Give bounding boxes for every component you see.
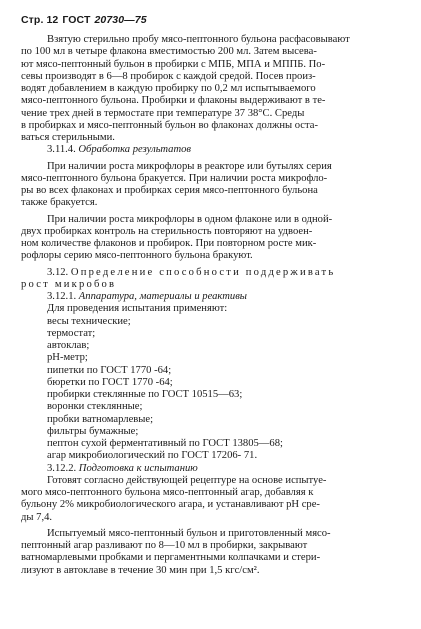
text-line: пептонный агар разливают по 8—10 мл в пробирки, закрывают bbox=[21, 540, 308, 551]
gost-label: ГОСТ bbox=[62, 14, 91, 26]
list-item: агар микробиологический по ГОСТ 17206- 71. bbox=[47, 450, 258, 462]
list-item: фильтры бумажные; bbox=[47, 425, 139, 437]
section-title: Подготовка к испытанию bbox=[78, 462, 198, 474]
list-item: пипетки по ГОСТ 1770 -64; bbox=[47, 364, 172, 376]
list-item: пробирки стеклянные по ГОСТ 10515—63; bbox=[47, 389, 243, 400]
text-line: в пробирках и мясо-пептонный бульон во флаконах должны оста- bbox=[21, 119, 319, 131]
list-item: пептон сухой ферментативный по ГОСТ 13805—68; bbox=[47, 438, 283, 449]
list-item: бюретки по ГОСТ 1770 -64; bbox=[47, 376, 173, 388]
text-line: также бракуется. bbox=[21, 197, 98, 209]
section-title: Определение способности поддерживать bbox=[70, 266, 336, 278]
text-line: бульону 2% микробиологического агара, и устанавливают рН сре- bbox=[21, 499, 320, 511]
paragraph-preparation bbox=[21, 475, 402, 524]
section-heading-3121 bbox=[21, 291, 402, 303]
text-line: При наличии роста микрофлоры в одном флаконе или в одной- bbox=[47, 213, 333, 225]
page-header bbox=[21, 14, 402, 26]
text-line: ры во всех флаконах и пробирках серия мясо-пептонного бульона bbox=[21, 185, 318, 196]
document-page bbox=[21, 14, 402, 577]
text-line: рофлоры серию мясо-пептонного бульона бракуют. bbox=[21, 250, 253, 262]
section-heading-3114 bbox=[21, 144, 402, 156]
section-number: 3.12.1. bbox=[47, 291, 77, 302]
text-line: Взятую стерильно пробу мясо-пептонного бульона расфасовывают bbox=[47, 34, 350, 45]
heading-line bbox=[21, 279, 402, 291]
text-line: лизуют в автоклаве в течение 30 мин при 1,5 кгс/см². bbox=[21, 564, 260, 576]
text-line: ном количестве флаконов и пробирок. При повторном росте мик- bbox=[21, 238, 317, 249]
paragraph-sowing bbox=[21, 34, 402, 144]
text-line: мого мясо-пептонного бульона мясо-пептонный агар, добавляя к bbox=[21, 487, 314, 498]
list-intro: Для проведения испытания применяют: bbox=[47, 303, 228, 315]
text-line: ют мясо-пептонный бульон в пробирки с МПБ, МПА и МППБ. По- bbox=[21, 58, 326, 70]
list-item: автоклав; bbox=[47, 340, 90, 351]
text-line: по 100 мл в четыре флакона вместимостью 200 мл. Затем высева- bbox=[21, 46, 317, 58]
section-number: 3.11.4. bbox=[47, 144, 76, 156]
section-heading-3122 bbox=[21, 463, 402, 475]
text-line: При наличии роста микрофлоры в реакторе или бутылях серия bbox=[47, 160, 332, 172]
text-line: ватномарлевыми пробками и пергаментными колпачками и стери- bbox=[21, 552, 321, 564]
section-title-cont: рост микробов bbox=[21, 278, 117, 290]
text-line: мясо-пептонного бульона бракуется. При наличии роста микрофло- bbox=[21, 172, 328, 184]
section-heading-312 bbox=[21, 267, 402, 292]
section-number: 3.12. bbox=[47, 266, 69, 278]
text-line: мясо-пептонного бульона. Пробирки и флаконы выдерживают в те- bbox=[21, 95, 326, 107]
section-title: Аппаратура, материалы и реактивы bbox=[78, 291, 247, 302]
text-line: ваться стерильными. bbox=[21, 132, 115, 143]
gost-number: 20730—75 bbox=[94, 14, 147, 26]
paragraph-results bbox=[21, 161, 402, 210]
text-line: чение трех дней в термостате при температуре 37 38°С. Среды bbox=[21, 107, 305, 119]
list-item: пробки ватномарлевые; bbox=[47, 413, 154, 425]
heading-line bbox=[21, 267, 402, 279]
page-number: Стр. 12 bbox=[21, 14, 59, 26]
list-item: воронки стеклянные; bbox=[47, 401, 143, 413]
section-title: Обработка результатов bbox=[78, 144, 192, 156]
list-item: весы технические; bbox=[47, 315, 131, 327]
text-line: Испытуемый мясо-пептонный бульон и приготовленный мясо- bbox=[47, 527, 331, 539]
text-line: двух пробирках контроль на стерильность повторяют на удвоен- bbox=[21, 225, 313, 237]
text-line: водят добавлением в каждую пробирку по 0,2 мл испытываемого bbox=[21, 83, 316, 94]
paragraph-repeat-test bbox=[21, 214, 402, 263]
text-line: севы производят в 6—8 пробирок с каждой средой. Посев произ- bbox=[21, 70, 316, 82]
text-line: Готовят согласно действующей рецептуре на основе испытуе- bbox=[47, 474, 327, 486]
paragraph-pouring bbox=[21, 528, 402, 577]
list-item: термостат; bbox=[47, 327, 96, 339]
equipment-list bbox=[21, 303, 402, 462]
text-line: ды 7,4. bbox=[21, 511, 53, 523]
section-number: 3.12.2. bbox=[47, 462, 77, 474]
list-item: рН-метр; bbox=[47, 352, 88, 364]
